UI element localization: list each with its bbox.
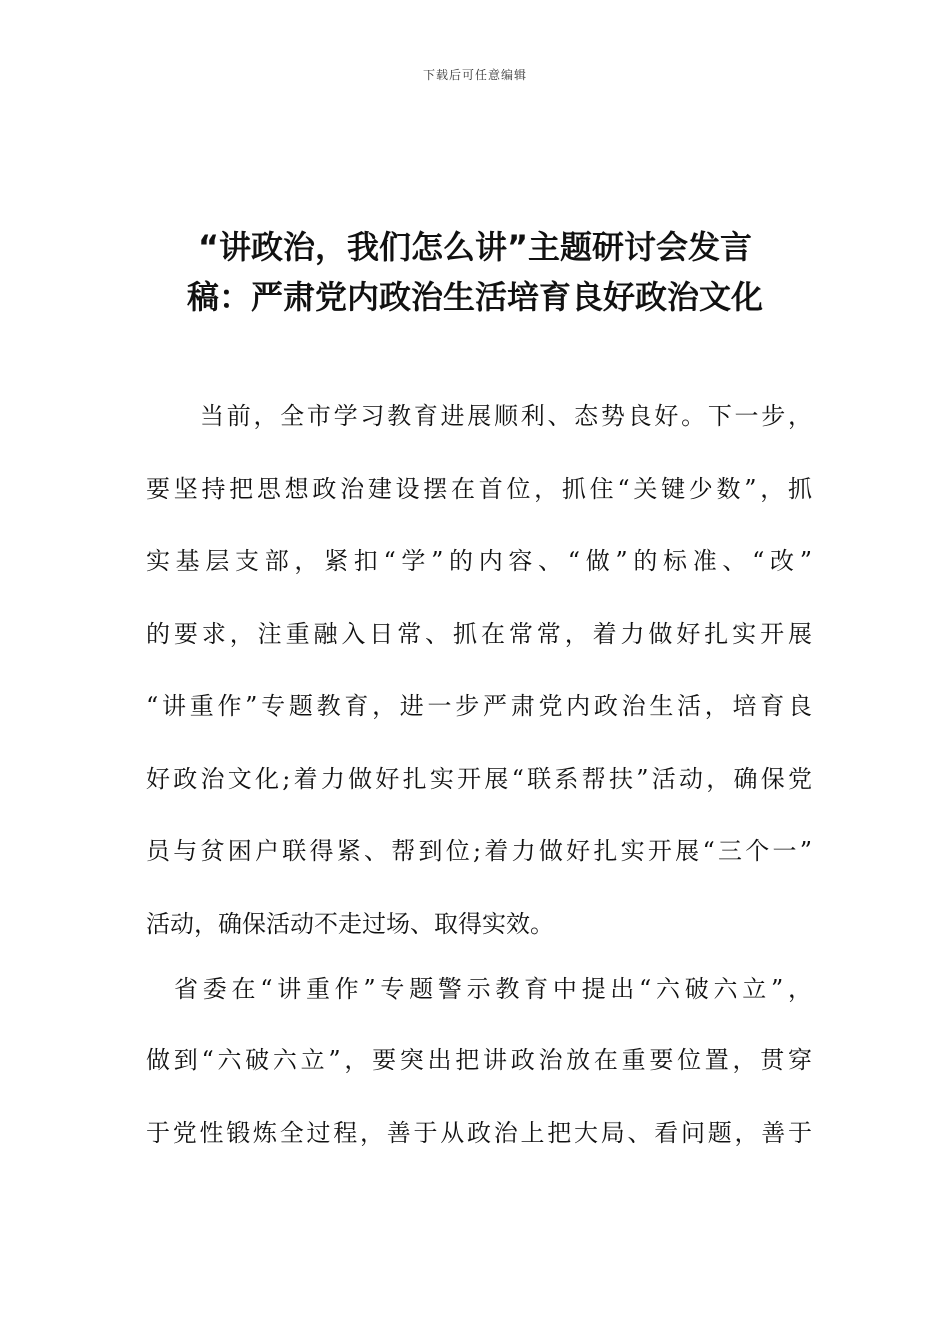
body-line: 的要求，注重融入日常、抓在常常，着力做好扎实开展 (146, 619, 812, 648)
body-line: 实基层支部，紧扣“学”的内容、“做”的标准、“改” (146, 547, 812, 575)
body-line: 活动，确保活动不走过场、取得实效。 (146, 909, 554, 938)
body-line: 员与贫困户联得紧、帮到位;着力做好扎实开展“三个一” (146, 837, 812, 865)
body-line: 当前，全市学习教育进展顺利、态势良好。下一步， (200, 402, 812, 430)
body-line: 做到“六破六立”，要突出把讲政治放在重要位置，贯穿 (146, 1046, 812, 1074)
title-line-2: 稿：严肃党内政治生活培育良好政治文化 (186, 278, 763, 316)
body-line: “讲重作”专题教育，进一步严肃党内政治生活，培育良 (146, 692, 812, 720)
body-line: 要坚持把思想政治建设摆在首位，抓住“关键少数”，抓 (146, 474, 812, 503)
body-line: 好政治文化;着力做好扎实开展“联系帮扶”活动，确保党 (146, 764, 812, 793)
title-line-1: “讲政治，我们怎么讲”主题研讨会发言 (197, 228, 753, 266)
body-line: 于党性锻炼全过程，善于从政治上把大局、看问题，善于 (146, 1118, 812, 1147)
document-body (146, 392, 812, 1181)
document-title (120, 222, 830, 322)
header-note: 下载后可任意编辑 (422, 68, 527, 82)
body-line: 省委在“讲重作”专题警示教育中提出“六破六立”， (174, 975, 812, 1003)
